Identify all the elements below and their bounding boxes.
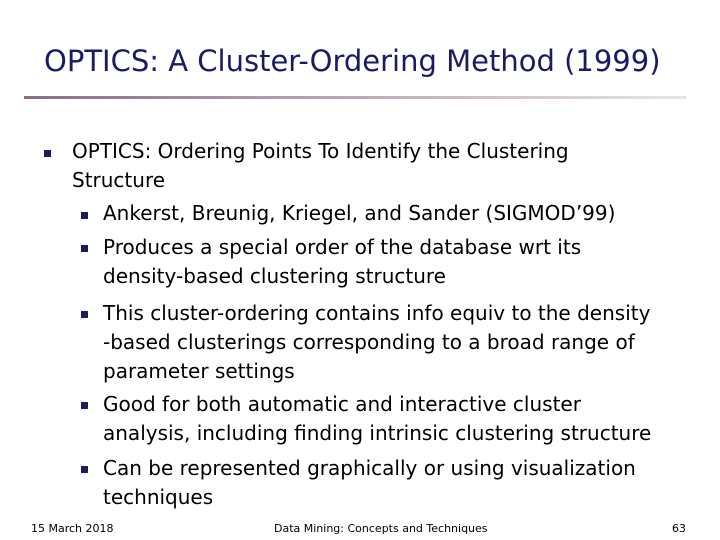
sub-bullet-line: -based clusterings corresponding to a broad range of <box>103 330 635 354</box>
sub-bullet-text <box>103 233 581 291</box>
sub-bullet-text <box>103 199 615 228</box>
sub-bullet-square-icon <box>81 212 88 219</box>
sub-bullet-line: density-based clustering structure <box>103 264 446 288</box>
bullet-square-icon <box>44 150 51 157</box>
sub-bullet-text <box>103 299 650 386</box>
main-bullet-text <box>72 137 569 195</box>
sub-bullet-line: techniques <box>103 485 214 509</box>
footer-page-number: 63 <box>672 522 686 535</box>
sub-bullet-square-icon <box>81 466 88 473</box>
footer-course-title: Data Mining: Concepts and Techniques <box>274 522 488 535</box>
sub-bullet-square-icon <box>81 402 88 409</box>
footer-date: 15 March 2018 <box>31 522 114 535</box>
main-bullet-line: OPTICS: Ordering Points To Identify the Clustering <box>72 139 569 163</box>
sub-bullet-square-icon <box>81 311 88 318</box>
sub-bullet-line: Good for both automatic and interactive cluster <box>103 392 581 416</box>
slide-title: OPTICS: A Cluster-Ordering Method (1999) <box>44 44 661 78</box>
sub-bullet-line: This cluster-ordering contains info equiv to the density <box>103 301 651 325</box>
sub-bullet-line: analysis, including finding intrinsic clustering structure <box>103 421 652 445</box>
sub-bullet-line: Ankerst, Breunig, Kriegel, and Sander (SIGMOD’99) <box>103 201 616 225</box>
sub-bullet-line: Can be represented graphically or using visualization <box>103 456 636 480</box>
sub-bullet-text <box>103 390 651 448</box>
main-bullet-line: Structure <box>72 168 166 192</box>
sub-bullet-line: Produces a special order of the database wrt its <box>103 235 582 259</box>
sub-bullet-text <box>103 454 636 512</box>
sub-bullet-line: parameter settings <box>103 359 295 383</box>
sub-bullet-square-icon <box>81 245 88 252</box>
